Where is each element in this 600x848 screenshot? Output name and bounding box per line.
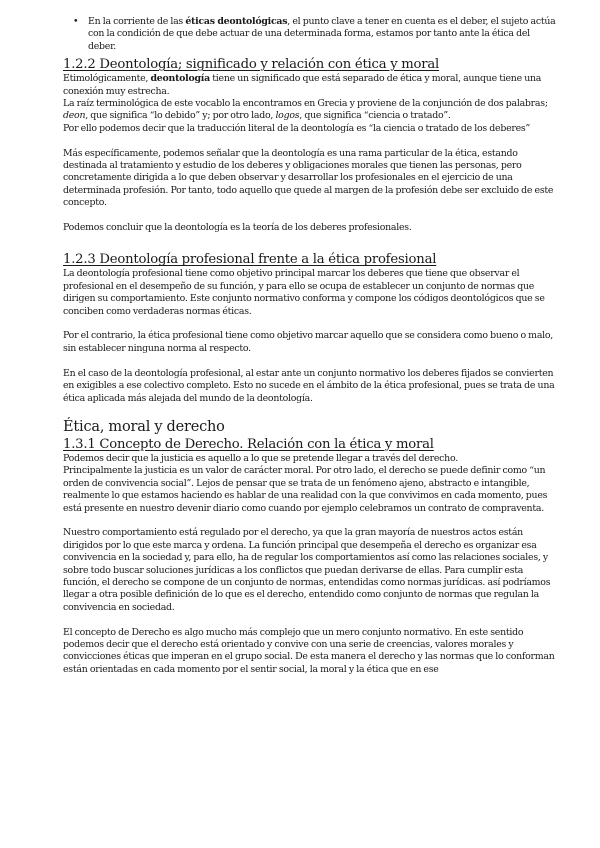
paragraph-law-concept: El concepto de Derecho es algo mucho más complejo que un mero conjunto normativo. En este sentido podemos decir que el derecho está orientado y convive con una serie de creencias, valores morales y convicciones éticas que imperan en el grupo social. De esta manera el derecho y las normas que lo conforman están orientadas en cada momento por el sentir social, la moral y la ética que en ese xyxy=(63,626,555,675)
text-run: tiene un significado que está separado de ética y moral, aunque tiene una conexión muy estrecha. xyxy=(63,73,542,97)
paragraph-law-definition: Principalmente la justicia es un valor de carácter moral. Por otro lado, el derecho se puede definir como “un orden de convivencia social”. Lejos de pensar que se trata de un fenómeno ajeno, abstracto e intangible, realmente lo que estamos haciendo es hablar de una realidad con la que convivimos en cada momento, pues está presente en nuestro devenir diario como cuando por ejemplo celebramos un contrato de compraventa. xyxy=(63,465,548,514)
paragraph-specific: Más específicamente, podemos señalar que la deontología es una rama particular de la ética, estando destinada al tratamiento y estudio de los deberes y obligaciones morales que tienen las personas, pero concretamente dirigida a lo que deben observar y desarrollar los profesionales en el ejercicio de una determinada profesión. Por tanto, todo aquello que quede al margen de la profesión debe ser excluido de este concepto. xyxy=(63,147,554,209)
italic-term: deon xyxy=(63,110,86,122)
paragraph-behavior: Nuestro comportamiento está regulado por el derecho, ya que la gran mayoría de nuestros actos están dirigidos por lo que este marca y ordena. La función principal que desempeña el derecho es organizar esa convivencia en la sociedad y, para ello, ha de regular los comportamientos así como las relaciones sociales, y sobre todo buscar soluciones jurídicas a los conflictos que puedan derivarse de ellas. Para cumplir esta función, el derecho se compone de un conjunto de normas, entendidas como normas jurídicas. así podríamos llegar a otra posible definición de lo que es el derecho, entendido como conjunto de normas que regulan la convivencia en sociedad. xyxy=(63,527,551,613)
intro-bullet xyxy=(63,16,560,53)
paragraph-ethics-professional: Por el contrario, la ética profesional tiene como objetivo marcar aquello que se considera como bueno o malo, sin establecer ninguna norma al respecto. xyxy=(63,330,554,354)
text-run: , que significa “ciencia o tratado”. xyxy=(299,110,451,122)
bullet-dot: • xyxy=(73,16,79,27)
paragraph-conclusion: Podemos concluir que la deontología es la teoría de los deberes profesionales. xyxy=(63,222,412,234)
text-run: Etimológicamente, xyxy=(63,73,151,85)
paragraph-translation: Por ello podemos decir que la traducción literal de la deontología es “la ciencia o tratado de los deberes” xyxy=(63,122,531,134)
paragraph-root xyxy=(63,98,560,123)
heading-chapter-1-3: Ética, moral y derecho xyxy=(63,418,225,435)
italic-term: logos xyxy=(275,110,300,122)
text-run: La raíz terminológica de este vocablo la encontramos en Grecia y proviene de la conjunción de dos palabras; xyxy=(63,98,548,110)
intro-bullet-text-pre: En la corriente de las xyxy=(88,16,186,27)
paragraph-justice: Podemos decir que la justicia es aquello a lo que se pretende llegar a través del derecho. xyxy=(63,452,458,464)
heading-1-3-1: 1.3.1 Concepto de Derecho. Relación con la ética y moral xyxy=(63,436,434,452)
paragraph-comparison: En el caso de la deontología profesional, al estar ante un conjunto normativo los deberes fijados se convierten en exigibles a ese colectivo completo. Esto no sucede en el ámbito de la ética profesional, pues se trata de una ética aplicada más alejada del mundo de la deontología. xyxy=(63,367,555,404)
paragraph-deontology-professional: La deontología profesional tiene como objetivo principal marcar los deberes que tiene que observar el profesional en el desempeño de su función, y para ello se ocupa de establecer un conjunto de normas que dirigen su comportamiento. Este conjunto normativo conforma y compone los códigos deontológicos que se conciben como verdaderas normas éticas. xyxy=(63,268,545,317)
text-run: , que significa “lo debido” y; por otro lado, xyxy=(85,110,276,122)
bold-term: deontología xyxy=(150,73,210,85)
heading-1-2-2: 1.2.2 Deontología; significado y relación con ética y moral xyxy=(63,57,440,73)
paragraph-etymology xyxy=(63,73,560,98)
heading-1-2-3: 1.2.3 Deontología profesional frente a la ética profesional xyxy=(63,252,437,268)
intro-bullet-text-post: , el punto clave a tener en cuenta es el deber, el sujeto actúa con la condición de que debe actuar de una determinada forma, estamos por tanto ante la ética del deber. xyxy=(88,16,556,52)
intro-bullet-bold: éticas deontológicas xyxy=(185,16,288,27)
